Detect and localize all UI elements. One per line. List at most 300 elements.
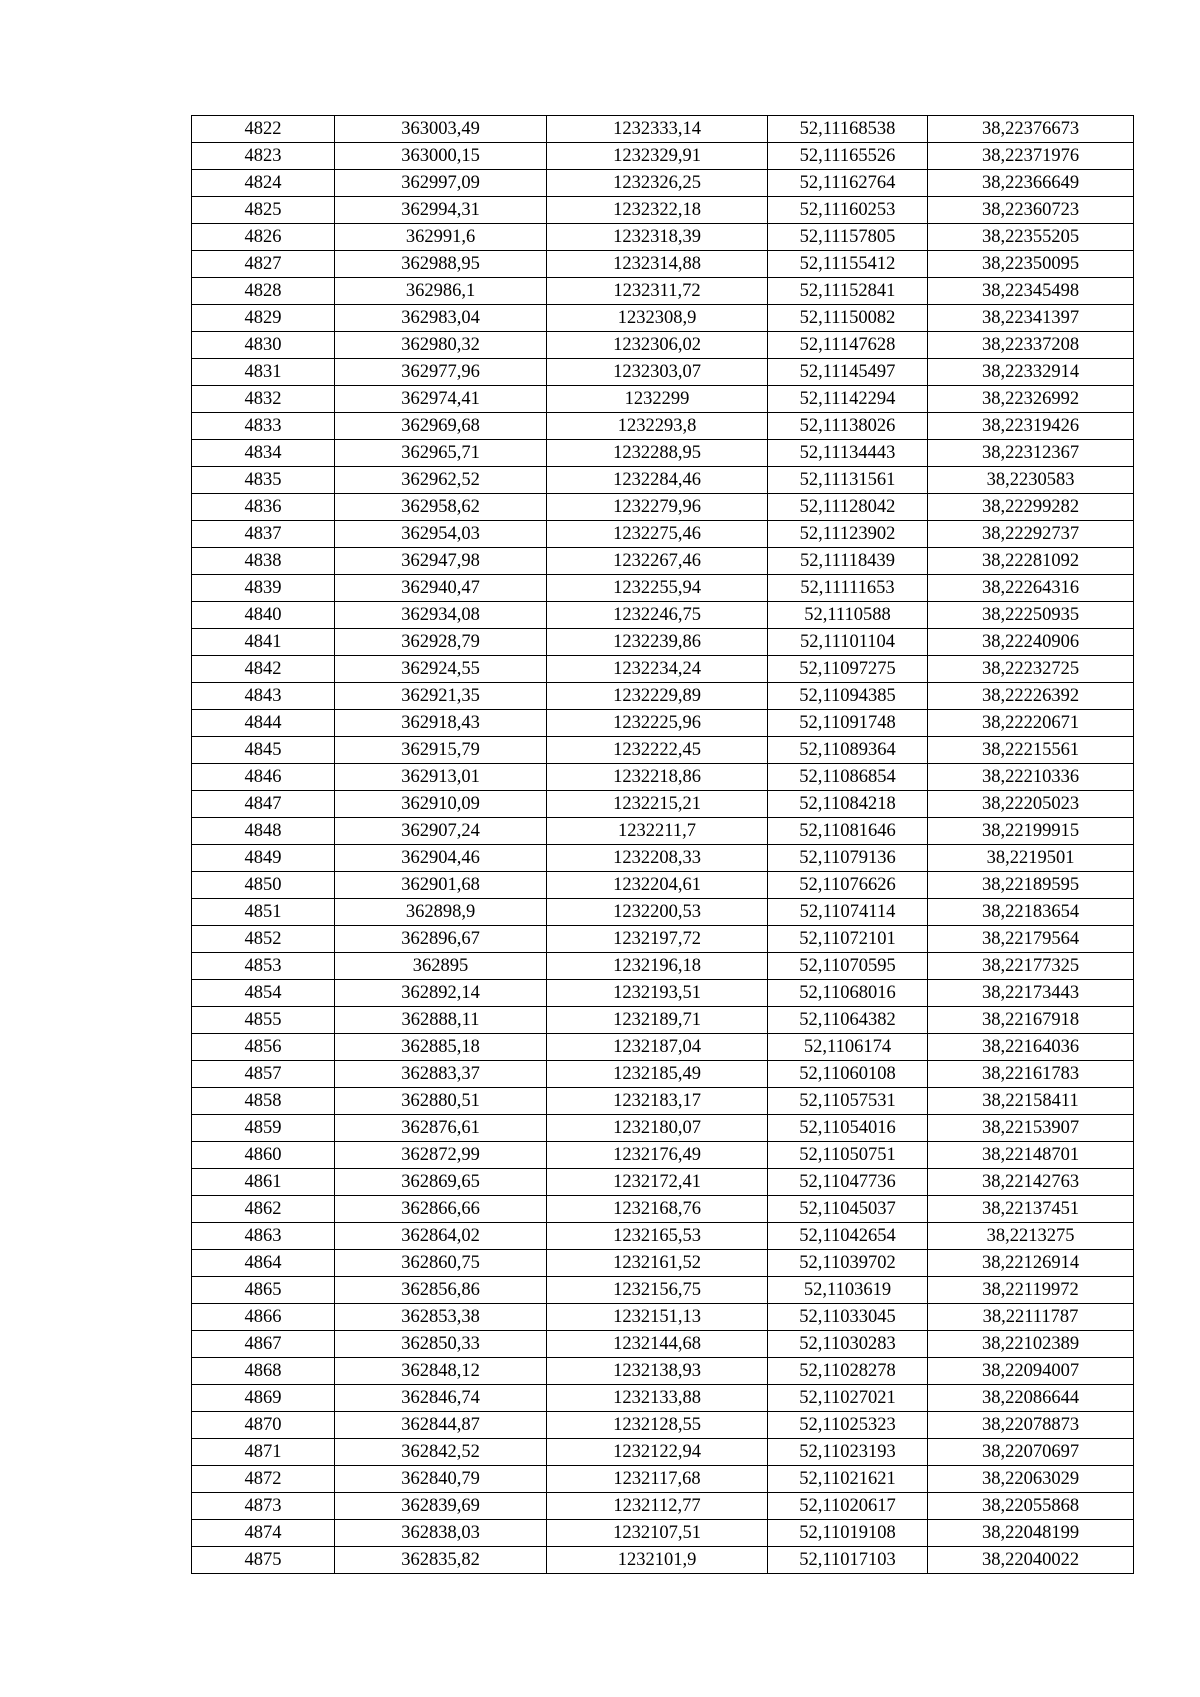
longitude-cell: 38,22153907: [928, 1115, 1134, 1142]
x-coordinate-cell: 362840,79: [335, 1466, 547, 1493]
table-row: [192, 1493, 1134, 1520]
longitude-cell: 38,22371976: [928, 143, 1134, 170]
table-row: [192, 197, 1134, 224]
latitude-cell: 52,1103619: [768, 1277, 928, 1304]
longitude-cell: 38,22048199: [928, 1520, 1134, 1547]
x-coordinate-cell: 362962,52: [335, 467, 547, 494]
point-number-cell: 4841: [192, 629, 335, 656]
x-coordinate-cell: 362895: [335, 953, 547, 980]
latitude-cell: 52,11076626: [768, 872, 928, 899]
point-number-cell: 4827: [192, 251, 335, 278]
x-coordinate-cell: 362928,79: [335, 629, 547, 656]
y-coordinate-cell: 1232222,45: [547, 737, 768, 764]
longitude-cell: 38,2230583: [928, 467, 1134, 494]
point-number-cell: 4839: [192, 575, 335, 602]
table-row: [192, 899, 1134, 926]
table-row: [192, 1007, 1134, 1034]
y-coordinate-cell: 1232211,7: [547, 818, 768, 845]
point-number-cell: 4867: [192, 1331, 335, 1358]
x-coordinate-cell: 362991,6: [335, 224, 547, 251]
latitude-cell: 52,11160253: [768, 197, 928, 224]
y-coordinate-cell: 1232246,75: [547, 602, 768, 629]
longitude-cell: 38,22215561: [928, 737, 1134, 764]
y-coordinate-cell: 1232101,9: [547, 1547, 768, 1574]
longitude-cell: 38,22078873: [928, 1412, 1134, 1439]
point-number-cell: 4847: [192, 791, 335, 818]
longitude-cell: 38,22210336: [928, 764, 1134, 791]
y-coordinate-cell: 1232303,07: [547, 359, 768, 386]
longitude-cell: 38,22326992: [928, 386, 1134, 413]
table-row: [192, 1331, 1134, 1358]
point-number-cell: 4875: [192, 1547, 335, 1574]
longitude-cell: 38,22161783: [928, 1061, 1134, 1088]
point-number-cell: 4864: [192, 1250, 335, 1277]
y-coordinate-cell: 1232189,71: [547, 1007, 768, 1034]
y-coordinate-cell: 1232333,14: [547, 116, 768, 143]
y-coordinate-cell: 1232165,53: [547, 1223, 768, 1250]
latitude-cell: 52,11152841: [768, 278, 928, 305]
table-row: [192, 629, 1134, 656]
table-row: [192, 710, 1134, 737]
y-coordinate-cell: 1232133,88: [547, 1385, 768, 1412]
y-coordinate-cell: 1232215,21: [547, 791, 768, 818]
table-row: [192, 926, 1134, 953]
x-coordinate-cell: 362954,03: [335, 521, 547, 548]
longitude-cell: 38,22148701: [928, 1142, 1134, 1169]
point-number-cell: 4852: [192, 926, 335, 953]
table-row: [192, 980, 1134, 1007]
latitude-cell: 52,11045037: [768, 1196, 928, 1223]
longitude-cell: 38,22341397: [928, 305, 1134, 332]
y-coordinate-cell: 1232267,46: [547, 548, 768, 575]
x-coordinate-cell: 362866,66: [335, 1196, 547, 1223]
longitude-cell: 38,22164036: [928, 1034, 1134, 1061]
latitude-cell: 52,11039702: [768, 1250, 928, 1277]
y-coordinate-cell: 1232218,86: [547, 764, 768, 791]
longitude-cell: 38,22179564: [928, 926, 1134, 953]
longitude-cell: 38,22158411: [928, 1088, 1134, 1115]
x-coordinate-cell: 362869,65: [335, 1169, 547, 1196]
latitude-cell: 52,11086854: [768, 764, 928, 791]
y-coordinate-cell: 1232185,49: [547, 1061, 768, 1088]
x-coordinate-cell: 362913,01: [335, 764, 547, 791]
y-coordinate-cell: 1232117,68: [547, 1466, 768, 1493]
latitude-cell: 52,11064382: [768, 1007, 928, 1034]
x-coordinate-cell: 362835,82: [335, 1547, 547, 1574]
point-number-cell: 4834: [192, 440, 335, 467]
x-coordinate-cell: 362977,96: [335, 359, 547, 386]
latitude-cell: 52,11155412: [768, 251, 928, 278]
longitude-cell: 38,22250935: [928, 602, 1134, 629]
latitude-cell: 52,11157805: [768, 224, 928, 251]
point-number-cell: 4868: [192, 1358, 335, 1385]
x-coordinate-cell: 362986,1: [335, 278, 547, 305]
x-coordinate-cell: 362848,12: [335, 1358, 547, 1385]
longitude-cell: 38,22366649: [928, 170, 1134, 197]
point-number-cell: 4856: [192, 1034, 335, 1061]
table-row: [192, 1385, 1134, 1412]
point-number-cell: 4837: [192, 521, 335, 548]
x-coordinate-cell: 362842,52: [335, 1439, 547, 1466]
y-coordinate-cell: 1232161,52: [547, 1250, 768, 1277]
point-number-cell: 4862: [192, 1196, 335, 1223]
longitude-cell: 38,22292737: [928, 521, 1134, 548]
y-coordinate-cell: 1232168,76: [547, 1196, 768, 1223]
x-coordinate-cell: 362846,74: [335, 1385, 547, 1412]
latitude-cell: 52,11025323: [768, 1412, 928, 1439]
longitude-cell: 38,22355205: [928, 224, 1134, 251]
y-coordinate-cell: 1232128,55: [547, 1412, 768, 1439]
point-number-cell: 4850: [192, 872, 335, 899]
longitude-cell: 38,22189595: [928, 872, 1134, 899]
y-coordinate-cell: 1232144,68: [547, 1331, 768, 1358]
latitude-cell: 52,11074114: [768, 899, 928, 926]
point-number-cell: 4836: [192, 494, 335, 521]
x-coordinate-cell: 363003,49: [335, 116, 547, 143]
y-coordinate-cell: 1232326,25: [547, 170, 768, 197]
x-coordinate-cell: 362853,38: [335, 1304, 547, 1331]
latitude-cell: 52,11134443: [768, 440, 928, 467]
table-row: [192, 818, 1134, 845]
latitude-cell: 52,11021621: [768, 1466, 928, 1493]
point-number-cell: 4843: [192, 683, 335, 710]
coordinates-table-body: [192, 116, 1134, 1574]
table-row: [192, 1412, 1134, 1439]
point-number-cell: 4857: [192, 1061, 335, 1088]
latitude-cell: 52,11128042: [768, 494, 928, 521]
y-coordinate-cell: 1232275,46: [547, 521, 768, 548]
latitude-cell: 52,11072101: [768, 926, 928, 953]
table-row: [192, 1250, 1134, 1277]
y-coordinate-cell: 1232180,07: [547, 1115, 768, 1142]
latitude-cell: 52,11123902: [768, 521, 928, 548]
longitude-cell: 38,22119972: [928, 1277, 1134, 1304]
y-coordinate-cell: 1232208,33: [547, 845, 768, 872]
y-coordinate-cell: 1232284,46: [547, 467, 768, 494]
y-coordinate-cell: 1232308,9: [547, 305, 768, 332]
longitude-cell: 38,22220671: [928, 710, 1134, 737]
longitude-cell: 38,22086644: [928, 1385, 1134, 1412]
y-coordinate-cell: 1232183,17: [547, 1088, 768, 1115]
point-number-cell: 4848: [192, 818, 335, 845]
y-coordinate-cell: 1232176,49: [547, 1142, 768, 1169]
longitude-cell: 38,22264316: [928, 575, 1134, 602]
x-coordinate-cell: 362958,62: [335, 494, 547, 521]
coordinates-table: [191, 115, 1134, 1574]
y-coordinate-cell: 1232156,75: [547, 1277, 768, 1304]
point-number-cell: 4830: [192, 332, 335, 359]
x-coordinate-cell: 362969,68: [335, 413, 547, 440]
longitude-cell: 38,22232725: [928, 656, 1134, 683]
point-number-cell: 4846: [192, 764, 335, 791]
point-number-cell: 4870: [192, 1412, 335, 1439]
point-number-cell: 4853: [192, 953, 335, 980]
table-row: [192, 1088, 1134, 1115]
x-coordinate-cell: 362864,02: [335, 1223, 547, 1250]
longitude-cell: 38,22094007: [928, 1358, 1134, 1385]
y-coordinate-cell: 1232172,41: [547, 1169, 768, 1196]
longitude-cell: 38,22055868: [928, 1493, 1134, 1520]
x-coordinate-cell: 362883,37: [335, 1061, 547, 1088]
x-coordinate-cell: 362839,69: [335, 1493, 547, 1520]
latitude-cell: 52,11150082: [768, 305, 928, 332]
point-number-cell: 4865: [192, 1277, 335, 1304]
longitude-cell: 38,22173443: [928, 980, 1134, 1007]
point-number-cell: 4840: [192, 602, 335, 629]
x-coordinate-cell: 362872,99: [335, 1142, 547, 1169]
longitude-cell: 38,22337208: [928, 332, 1134, 359]
y-coordinate-cell: 1232288,95: [547, 440, 768, 467]
point-number-cell: 4833: [192, 413, 335, 440]
y-coordinate-cell: 1232107,51: [547, 1520, 768, 1547]
longitude-cell: 38,22063029: [928, 1466, 1134, 1493]
latitude-cell: 52,11131561: [768, 467, 928, 494]
table-row: [192, 845, 1134, 872]
table-row: [192, 1034, 1134, 1061]
point-number-cell: 4842: [192, 656, 335, 683]
y-coordinate-cell: 1232193,51: [547, 980, 768, 1007]
latitude-cell: 52,11042654: [768, 1223, 928, 1250]
latitude-cell: 52,11138026: [768, 413, 928, 440]
table-row: [192, 224, 1134, 251]
latitude-cell: 52,11060108: [768, 1061, 928, 1088]
table-row: [192, 737, 1134, 764]
longitude-cell: 38,22040022: [928, 1547, 1134, 1574]
table-row: [192, 1277, 1134, 1304]
y-coordinate-cell: 1232311,72: [547, 278, 768, 305]
x-coordinate-cell: 362921,35: [335, 683, 547, 710]
latitude-cell: 52,11162764: [768, 170, 928, 197]
latitude-cell: 52,11019108: [768, 1520, 928, 1547]
longitude-cell: 38,2213275: [928, 1223, 1134, 1250]
point-number-cell: 4854: [192, 980, 335, 1007]
longitude-cell: 38,22137451: [928, 1196, 1134, 1223]
latitude-cell: 52,11054016: [768, 1115, 928, 1142]
x-coordinate-cell: 362980,32: [335, 332, 547, 359]
latitude-cell: 52,11165526: [768, 143, 928, 170]
point-number-cell: 4873: [192, 1493, 335, 1520]
latitude-cell: 52,11057531: [768, 1088, 928, 1115]
x-coordinate-cell: 362856,86: [335, 1277, 547, 1304]
point-number-cell: 4829: [192, 305, 335, 332]
table-row: [192, 116, 1134, 143]
x-coordinate-cell: 362918,43: [335, 710, 547, 737]
table-row: [192, 953, 1134, 980]
point-number-cell: 4844: [192, 710, 335, 737]
x-coordinate-cell: 362880,51: [335, 1088, 547, 1115]
x-coordinate-cell: 362860,75: [335, 1250, 547, 1277]
table-row: [192, 1358, 1134, 1385]
latitude-cell: 52,11094385: [768, 683, 928, 710]
table-row: [192, 413, 1134, 440]
latitude-cell: 52,11068016: [768, 980, 928, 1007]
point-number-cell: 4832: [192, 386, 335, 413]
x-coordinate-cell: 362988,95: [335, 251, 547, 278]
latitude-cell: 52,11084218: [768, 791, 928, 818]
y-coordinate-cell: 1232138,93: [547, 1358, 768, 1385]
x-coordinate-cell: 362934,08: [335, 602, 547, 629]
latitude-cell: 52,11111653: [768, 575, 928, 602]
point-number-cell: 4838: [192, 548, 335, 575]
longitude-cell: 38,2219501: [928, 845, 1134, 872]
point-number-cell: 4855: [192, 1007, 335, 1034]
point-number-cell: 4831: [192, 359, 335, 386]
point-number-cell: 4823: [192, 143, 335, 170]
x-coordinate-cell: 362885,18: [335, 1034, 547, 1061]
longitude-cell: 38,22332914: [928, 359, 1134, 386]
x-coordinate-cell: 362947,98: [335, 548, 547, 575]
y-coordinate-cell: 1232229,89: [547, 683, 768, 710]
x-coordinate-cell: 362924,55: [335, 656, 547, 683]
longitude-cell: 38,22177325: [928, 953, 1134, 980]
point-number-cell: 4849: [192, 845, 335, 872]
point-number-cell: 4860: [192, 1142, 335, 1169]
x-coordinate-cell: 362983,04: [335, 305, 547, 332]
longitude-cell: 38,22070697: [928, 1439, 1134, 1466]
y-coordinate-cell: 1232187,04: [547, 1034, 768, 1061]
x-coordinate-cell: 362915,79: [335, 737, 547, 764]
latitude-cell: 52,1110588: [768, 602, 928, 629]
latitude-cell: 52,11081646: [768, 818, 928, 845]
point-number-cell: 4863: [192, 1223, 335, 1250]
table-row: [192, 575, 1134, 602]
y-coordinate-cell: 1232318,39: [547, 224, 768, 251]
x-coordinate-cell: 362838,03: [335, 1520, 547, 1547]
y-coordinate-cell: 1232279,96: [547, 494, 768, 521]
table-row: [192, 872, 1134, 899]
table-row: [192, 278, 1134, 305]
x-coordinate-cell: 362876,61: [335, 1115, 547, 1142]
longitude-cell: 38,22111787: [928, 1304, 1134, 1331]
longitude-cell: 38,22376673: [928, 116, 1134, 143]
table-row: [192, 467, 1134, 494]
table-row: [192, 521, 1134, 548]
x-coordinate-cell: 362892,14: [335, 980, 547, 1007]
y-coordinate-cell: 1232225,96: [547, 710, 768, 737]
point-number-cell: 4869: [192, 1385, 335, 1412]
y-coordinate-cell: 1232197,72: [547, 926, 768, 953]
point-number-cell: 4828: [192, 278, 335, 305]
longitude-cell: 38,22319426: [928, 413, 1134, 440]
x-coordinate-cell: 362888,11: [335, 1007, 547, 1034]
table-row: [192, 494, 1134, 521]
table-row: [192, 1439, 1134, 1466]
table-row: [192, 1520, 1134, 1547]
x-coordinate-cell: 362907,24: [335, 818, 547, 845]
y-coordinate-cell: 1232112,77: [547, 1493, 768, 1520]
y-coordinate-cell: 1232151,13: [547, 1304, 768, 1331]
x-coordinate-cell: 362940,47: [335, 575, 547, 602]
latitude-cell: 52,11030283: [768, 1331, 928, 1358]
latitude-cell: 52,1106174: [768, 1034, 928, 1061]
point-number-cell: 4826: [192, 224, 335, 251]
x-coordinate-cell: 362904,46: [335, 845, 547, 872]
table-row: [192, 791, 1134, 818]
longitude-cell: 38,22299282: [928, 494, 1134, 521]
table-row: [192, 170, 1134, 197]
latitude-cell: 52,11091748: [768, 710, 928, 737]
x-coordinate-cell: 362910,09: [335, 791, 547, 818]
table-row: [192, 1169, 1134, 1196]
latitude-cell: 52,11118439: [768, 548, 928, 575]
point-number-cell: 4824: [192, 170, 335, 197]
y-coordinate-cell: 1232204,61: [547, 872, 768, 899]
point-number-cell: 4874: [192, 1520, 335, 1547]
y-coordinate-cell: 1232234,24: [547, 656, 768, 683]
latitude-cell: 52,11033045: [768, 1304, 928, 1331]
table-row: [192, 1304, 1134, 1331]
table-row: [192, 1115, 1134, 1142]
x-coordinate-cell: 362997,09: [335, 170, 547, 197]
longitude-cell: 38,22199915: [928, 818, 1134, 845]
y-coordinate-cell: 1232306,02: [547, 332, 768, 359]
y-coordinate-cell: 1232196,18: [547, 953, 768, 980]
table-row: [192, 764, 1134, 791]
point-number-cell: 4871: [192, 1439, 335, 1466]
table-row: [192, 1466, 1134, 1493]
table-row: [192, 656, 1134, 683]
y-coordinate-cell: 1232329,91: [547, 143, 768, 170]
point-number-cell: 4858: [192, 1088, 335, 1115]
longitude-cell: 38,22350095: [928, 251, 1134, 278]
latitude-cell: 52,11079136: [768, 845, 928, 872]
table-row: [192, 386, 1134, 413]
y-coordinate-cell: 1232299: [547, 386, 768, 413]
latitude-cell: 52,11168538: [768, 116, 928, 143]
point-number-cell: 4861: [192, 1169, 335, 1196]
point-number-cell: 4825: [192, 197, 335, 224]
x-coordinate-cell: 362901,68: [335, 872, 547, 899]
table-row: [192, 1223, 1134, 1250]
latitude-cell: 52,11070595: [768, 953, 928, 980]
point-number-cell: 4835: [192, 467, 335, 494]
point-number-cell: 4851: [192, 899, 335, 926]
latitude-cell: 52,11047736: [768, 1169, 928, 1196]
longitude-cell: 38,22240906: [928, 629, 1134, 656]
x-coordinate-cell: 362898,9: [335, 899, 547, 926]
y-coordinate-cell: 1232122,94: [547, 1439, 768, 1466]
longitude-cell: 38,22205023: [928, 791, 1134, 818]
table-row: [192, 683, 1134, 710]
longitude-cell: 38,22102389: [928, 1331, 1134, 1358]
longitude-cell: 38,22167918: [928, 1007, 1134, 1034]
x-coordinate-cell: 362994,31: [335, 197, 547, 224]
longitude-cell: 38,22345498: [928, 278, 1134, 305]
longitude-cell: 38,22226392: [928, 683, 1134, 710]
latitude-cell: 52,11147628: [768, 332, 928, 359]
latitude-cell: 52,11027021: [768, 1385, 928, 1412]
point-number-cell: 4872: [192, 1466, 335, 1493]
longitude-cell: 38,22281092: [928, 548, 1134, 575]
table-row: [192, 143, 1134, 170]
point-number-cell: 4859: [192, 1115, 335, 1142]
table-row: [192, 548, 1134, 575]
latitude-cell: 52,11017103: [768, 1547, 928, 1574]
table-row: [192, 440, 1134, 467]
table-row: [192, 1547, 1134, 1574]
y-coordinate-cell: 1232239,86: [547, 629, 768, 656]
y-coordinate-cell: 1232314,88: [547, 251, 768, 278]
table-row: [192, 251, 1134, 278]
y-coordinate-cell: 1232322,18: [547, 197, 768, 224]
point-number-cell: 4822: [192, 116, 335, 143]
table-row: [192, 1196, 1134, 1223]
longitude-cell: 38,22142763: [928, 1169, 1134, 1196]
x-coordinate-cell: 362850,33: [335, 1331, 547, 1358]
point-number-cell: 4845: [192, 737, 335, 764]
y-coordinate-cell: 1232255,94: [547, 575, 768, 602]
point-number-cell: 4866: [192, 1304, 335, 1331]
